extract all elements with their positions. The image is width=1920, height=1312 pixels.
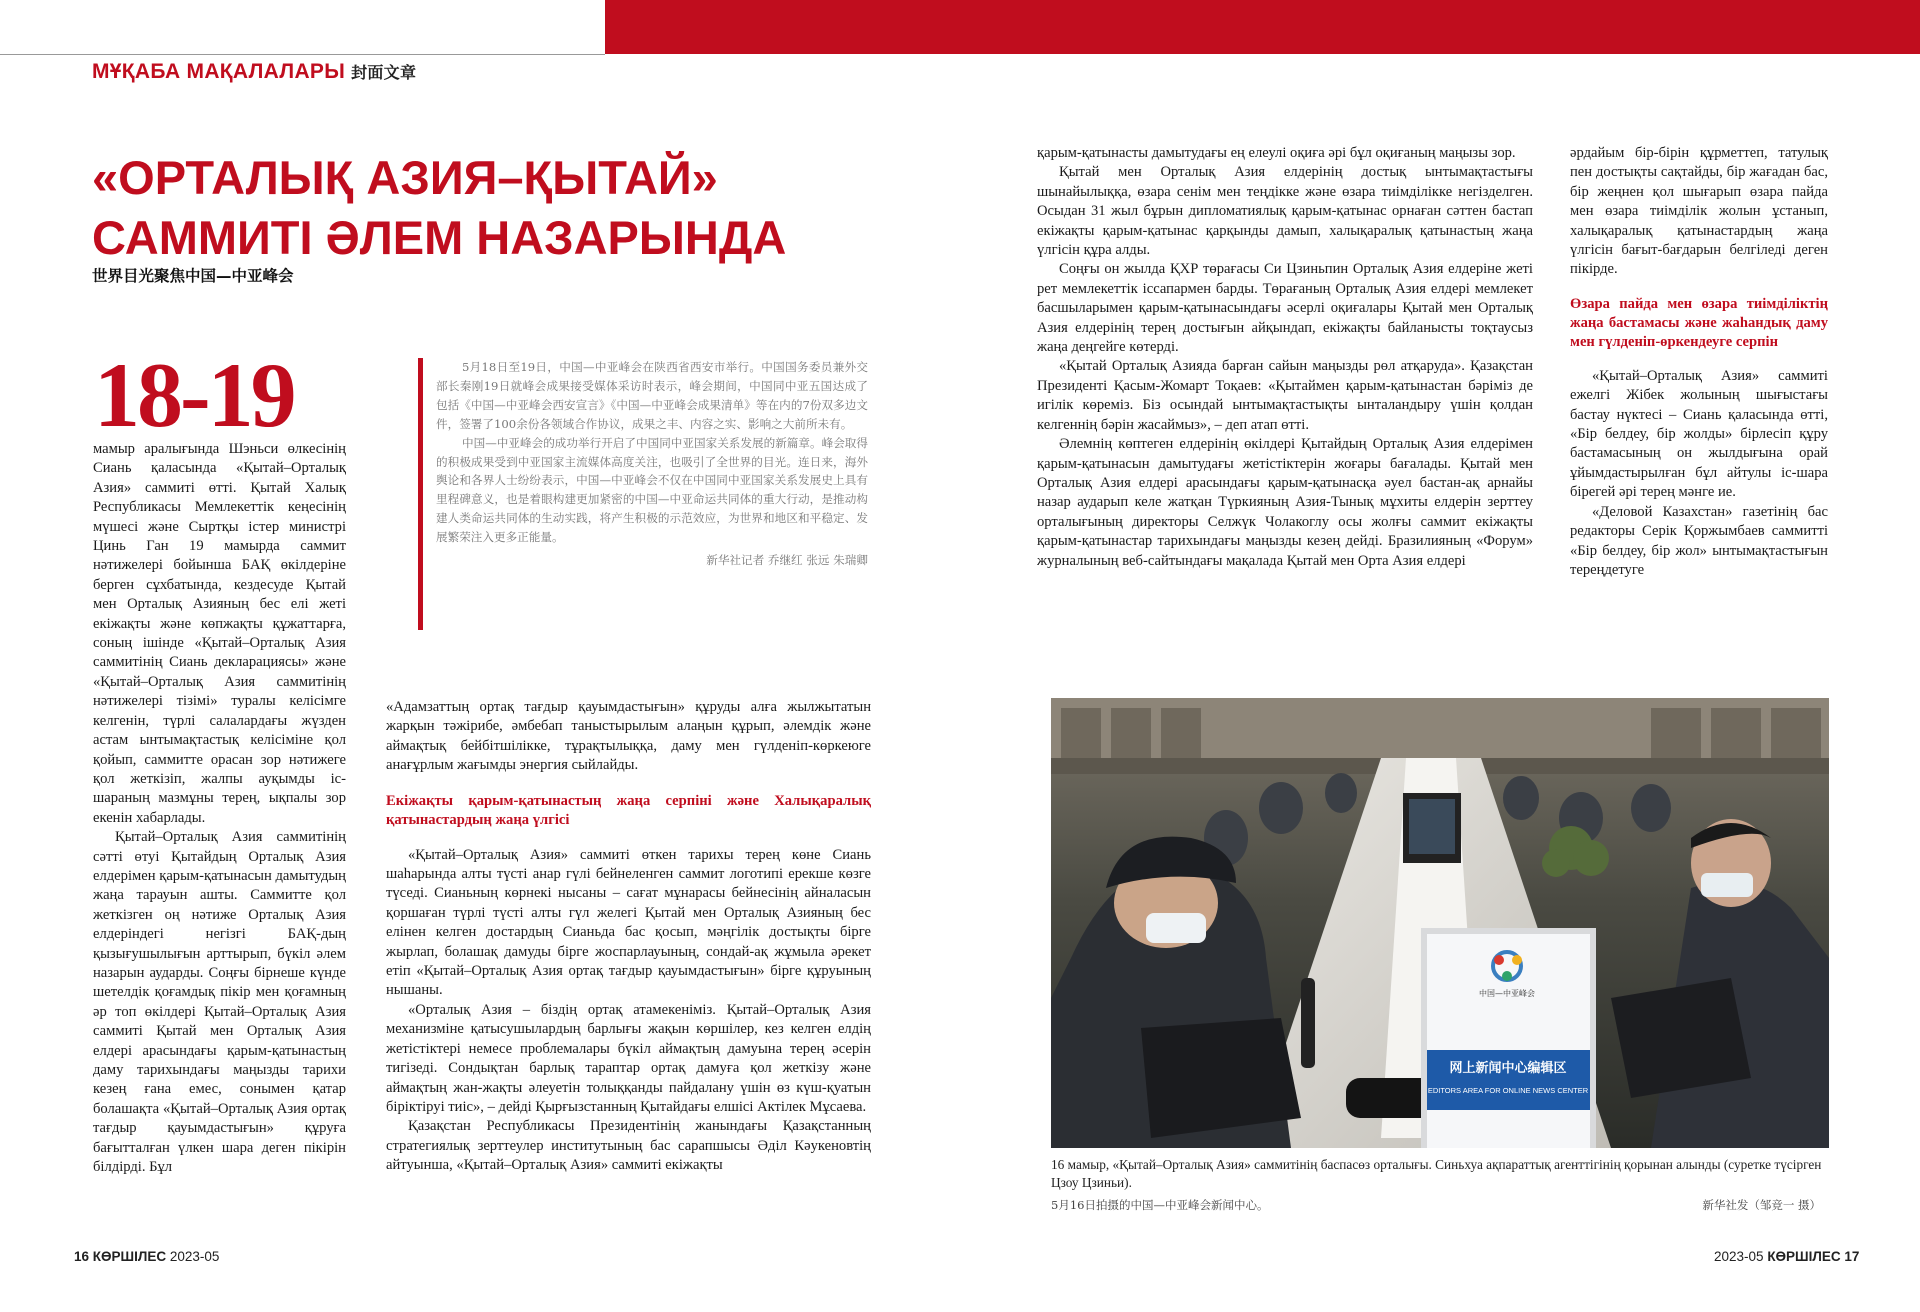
sign-title-cn: 网上新闻中心编辑区 bbox=[1449, 1061, 1567, 1076]
quote-credit: 新华社记者 乔继红 张远 朱瑞卿 bbox=[706, 553, 868, 568]
chinese-summary-quote bbox=[418, 358, 868, 630]
issue-left: 2023-05 bbox=[169, 1249, 220, 1264]
article-column-1 bbox=[93, 440, 346, 1230]
article-column-2 bbox=[386, 698, 871, 1238]
sign-logo-text: 中国—中亚峰会 bbox=[1479, 989, 1535, 998]
page-number-left: 16 bbox=[74, 1249, 90, 1264]
photo-caption: 16 мамыр, «Қытай–Орталық Азия» саммитінің баспасөз орталығы. Синьхуа ақпараттық агенттігінің қорынан алынды (суретке түсірген Цзоу Цзиньи). bbox=[1051, 1157, 1822, 1190]
section-label bbox=[92, 60, 416, 84]
article-column-4 bbox=[1570, 144, 1828, 624]
photo-credit-cn: 新华社发（邹竞一 摄） bbox=[1702, 1198, 1821, 1212]
big-date-dropcap: 18-19 bbox=[94, 344, 294, 446]
magazine-name-left: КӨРШІЛЕС bbox=[92, 1249, 167, 1264]
paragraph: «Адамзаттың ортақ тағдыр қауымдастығын» құруды алға жылжытатын жарқын тәжірибе, әмбебап таныстырылым алаңын құрып, әлемдік және аймақтық бейбітшілікке, тұрақтылыққа, даму мен гүлденіп-көркеюге анағұрлым жағымды энергия сыйлайды. bbox=[386, 699, 871, 774]
footer-left bbox=[74, 1249, 219, 1264]
paragraph: «Деловой Казахстан» газетінің бас редакторы Серік Қоржымбаев саммитті «Бір белдеу, бір жол» ынтымақтастығын тереңдетуге bbox=[1570, 503, 1828, 578]
paragraph: қарым-қатынасты дамытудағы ең елеулі оқиға әрі бұл оқиғаның маңызы зор. bbox=[1037, 145, 1516, 161]
footer-right bbox=[1714, 1249, 1859, 1264]
section-label-kz: МҰҚАБА МАҚАЛАЛАРЫ bbox=[92, 60, 346, 83]
headline bbox=[92, 148, 787, 268]
paragraph: Қытай мен Орталық Азия елдерінің достық ынтымақтастығы шынайылыққа, өзара сенім мен теңдікке және өзара тиімділікке негізделген. Осыдан 31 жыл бұрын дипломатиялық қарым-қатынас орнаған сәттен бастап екіжақты қарым-қатынас қарқынды дамып, халықаралық қатынастың жаңа үлгісін құра алды. bbox=[1037, 164, 1533, 259]
paragraph: «Қытай–Орталық Азия» саммиті өткен тарихы терең көне Сиань шаһарында алты түсті анар гүлі бейнеленген саммит логотипі ерекше көзге түседі. Сианьның көрнекі нысаны – сағат мұнарасы бейнесінің айналасын қоршаған түрлі түсті алты гүл желегі Қытай мен Орталық Азияның бес елінен келген достардың Сианьда бас қосып, мәңгілік достықты бірге жырлап, болашақ дамуды бірге жоспарлауының, сондай-ақ жұмыла әрекет етіп «Қытай–Орталық Азия ортақ тағдыр қауымдастығын» бірге құруының нышаны. bbox=[386, 846, 871, 999]
paragraph: Қытай–Орталық Азия саммитінің сәтті өтуі Қытайдың Орталық Азия елдерімен қарым-қатынасын дамытудың жаңа тарауын ашты. Саммитте қол жеткізген оң нәтиже Орталық Азия елдеріндегі негізгі БАҚ-дың қызығушылығын арттырып, бүкіл әлем назарын аударды. Соңғы бірнеше күнде шетелдік қоғамдық пікір мен қоғамның әр топ өкілдері Қытай–Орталық Азия саммиті Қытай мен Орталық Азия елдері арасындағы қарым-қатынастың даму тарихындағы маңызды тарихи кезең ғана емес, сонымен қатар болашақта «Қытай–Орталық Азия ортақ тағдыр қауымдастығын» құруға бағытталған үлкен шара деген пікірін білдірді. Бұл bbox=[93, 829, 346, 1176]
news-center-sign bbox=[1421, 928, 1596, 1148]
issue-right: 2023-05 bbox=[1714, 1249, 1764, 1264]
sign-subtitle-en: EDITORS AREA FOR ONLINE NEWS CENTER bbox=[1427, 1086, 1589, 1095]
section-subhead: Екіжақты қарым-қатынастың жаңа серпіні және Халықаралық қатынастардың жаңа үлгісі bbox=[386, 792, 871, 828]
top-red-bar bbox=[605, 0, 1920, 54]
headline-line-2: САММИТІ ӘЛЕМ НАЗАРЫНДА bbox=[92, 211, 787, 264]
press-center-photo bbox=[1051, 698, 1829, 1148]
paragraph: «Қытай–Орталық Азия» саммиті ежелгі Жібек жолының шығыстағы бастау нүктесі – Сиань қаласында өтті, «Бір белдеу, бір жолды» бірлесіп құру бастамасының он жылдығына орай ұйымдастырылған бұл айтулы іс-шара бірегей әрі терең мәнге ие. bbox=[1570, 367, 1828, 501]
photo-caption-cn bbox=[1051, 1197, 1831, 1213]
headline-line-1: «ОРТАЛЫҚ АЗИЯ–ҚЫТАЙ» bbox=[92, 151, 718, 204]
headline-subtitle-cn: 世界目光聚焦中国—中亚峰会 bbox=[92, 267, 294, 285]
photo-illustration bbox=[1051, 698, 1829, 1148]
paragraph: Әлемнің көптеген елдерінің өкілдері Қытайдың Орталық Азия елдерімен қарым-қатынасын дамытудағы жетістіктерін жоғары бағалады. Қытай мен Орталық Азия елдері арасындағы қарым-қатынасқа әуел бастан-ақ арнайы назар аударып келе жатқан Түркияның Азия-Тынық мұхиты елдерін зерттеу орталығының директоры Селжүк Чолакоглу осы жолғы саммит екіжақты қарым-қатынастар тарихындағы маңызды кезең дейді. Бразилияның «Форум» журналының веб-сайтындағы мақалада Қытай мен Орта Азия елдері bbox=[1037, 436, 1533, 569]
magazine-name-right: КӨРШІЛЕС bbox=[1767, 1249, 1841, 1264]
section-label-cn: 封面文章 bbox=[351, 63, 417, 82]
photo-caption-cn-left: 5月16日拍摄的中国—中亚峰会新闻中心。 bbox=[1051, 1198, 1269, 1212]
quote-paragraph: 5月18日至19日，中国—中亚峰会在陕西省西安市举行。中国国务委员兼外交部长秦刚19日就峰会成果接受媒体采访时表示，峰会期间，中国同中亚五国达成了包括《中国—中亚峰会西安宣言》《中国—中亚峰会成果清单》等在内的7份双多边文件，签署了100余份各领域合作协议，成果之丰、内容之实、影响之大前所未有。 bbox=[436, 360, 868, 431]
paragraph: мамыр аралығында Шэньси өлкесінің Сиань қаласында «Қытай–Орталық Азия» саммиті өтті. Қытай Халық Республикасы Мемлекеттік кеңесінің мүшесі және Сыртқы істер министрі Цинь Ган 19 мамырда саммит нәтижелері бойынша БАҚ өкілдеріне берген сұхбатында, кездесуде Қытай мен Орталық Азияның бес елі жеті екіжақты және көпжақты құжаттарға, соның ішінде «Қытай–Орталық Азия саммитінің Сиань декларациясы» және «Қытай–Орталық Азия саммитінің нәтижелері тізімі» туралы келісімге келгенін, түрлі салалардағы жүзден астам ынтымақтастық келісіміне қол қойып, саммитте орасан зор нәтижеге қол жеткізіп, жалпы ауқымды іс-шараның мазмұны терең, ықпалы зор екенін хабарлады. bbox=[93, 441, 346, 826]
top-rule bbox=[0, 54, 605, 55]
paragraph: «Орталық Азия – біздің ортақ атамекеніміз. Қытай–Орталық Азия механизміне қатысушылардың барлығы жақын көршілер, кез келген елдің жетістіктері немесе проблемалары бүкіл аймақтың дамуына терең әсерін тигізеді. Сондықтан барлық тараптар ортақ дамуға қол жеткізу және аймақтың жан-жақты әлеуетін толыққанды пайдалану үшін өз күш-қуатын біріктіруі тиіс», – дейді Қырғызстанның Қытайдағы елшісі Актілек Мұсаева. bbox=[386, 1001, 871, 1115]
paragraph: Соңғы он жылда ҚХР төрағасы Си Цзиньпин Орталық Азия елдеріне жеті рет мемлекеттік іссапармен барды. Төрағаның Орталық Азия елдері мемлекет басшыларымен қарым-қатынасындағы әсерлі оқиғалары Қытай мен Орталық Азия елдерінің терең достығын айқындап, екіжақты байланысты тоқтаусыз жаңа деңгейге көтерді. bbox=[1037, 261, 1533, 356]
section-subhead: Өзара пайда мен өзара тиімділіктің жаңа бастамасы және жаһандық даму мен гүлденіп-өркендеуге серпін bbox=[1570, 295, 1828, 350]
paragraph: әрдайым бір-бірін құрметтеп, татулық пен достықты сақтайды, бір жағадан бас, бір жеңнен қол шығарып өзара пайда мен өзара тиімділік жолын ұстанып, халықаралық қатынастардың жаңа үлгісін бағыт-бағдарын белгіледі деген пікірде. bbox=[1570, 145, 1828, 278]
page-number-right: 17 bbox=[1844, 1249, 1860, 1264]
article-column-3 bbox=[1037, 144, 1533, 624]
paragraph: Қазақстан Республикасы Президентінің жанындағы Қазақстанның стратегиялық зерттеулер институтының бас сарапшысы Әділ Кәукеновтің айтуынша, «Қытай–Орталық Азия» саммиті екіжақты bbox=[386, 1118, 871, 1174]
quote-paragraph: 中国—中亚峰会的成功举行开启了中国同中亚国家关系发展的新篇章。峰会取得的积极成果受到中亚国家主流媒体高度关注，也吸引了全世界的目光。连日来，海外舆论和各界人士纷纷表示，中国—中亚峰会不仅在中国同中亚国家关系发展史上具有里程碑意义，也是着眼构建更加紧密的中国—中亚命运共同体的重大行动，是推动构建人类命运共同体的生动实践，将产生积极的示范效应，为世界和地区和平稳定、发展繁荣注入更多正能量。 bbox=[436, 435, 868, 545]
paragraph: «Қытай Орталық Азияда барған сайын маңызды рөл атқаруда». Қазақстан Президенті Қасым-Жомарт Тоқаев: «Қытаймен қарым-қатынастан бәрімiз де игілік көреміз. Біз осындай ынтымақтастықты ынталандыру үшін қолдан келгеннің бәрін жасаймыз», – деп атап өтті. bbox=[1037, 358, 1533, 433]
